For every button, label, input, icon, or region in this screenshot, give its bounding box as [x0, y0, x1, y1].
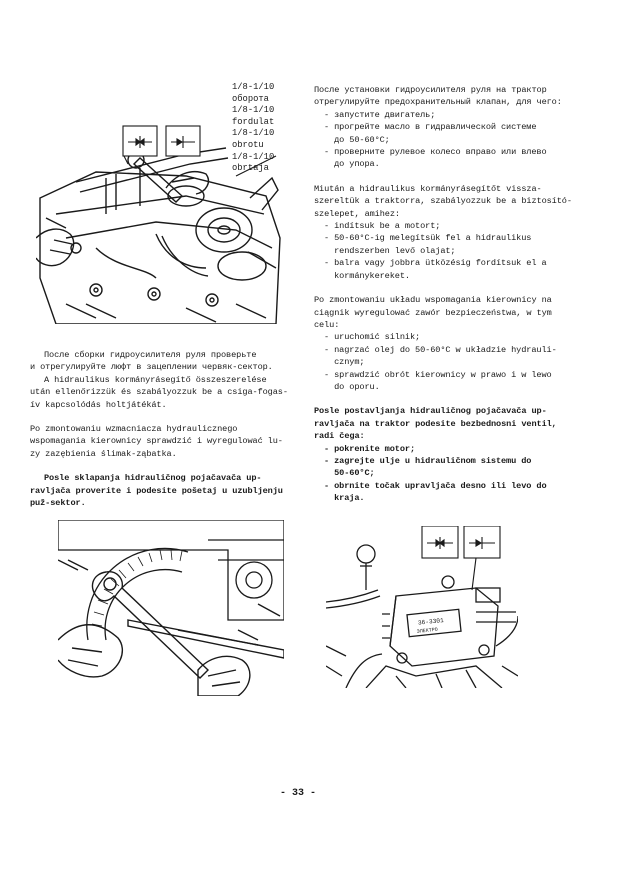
ru-item-3b: до упора.	[324, 159, 380, 170]
sr-item-2b: 50-60°C;	[324, 468, 375, 479]
ru-backlash-line1: После сборки гидроусилителя руля проверьте	[44, 350, 257, 360]
sr-backlash-line3: puž-sektor.	[30, 498, 86, 509]
pl-intro-line2: ciągnik wyregulować zawór bezpieczeństwa, w tym	[314, 307, 552, 318]
callout-ru-fraction: 1/8-1/10	[232, 82, 275, 92]
hu-safety-valve-block	[314, 183, 614, 282]
sr-intro-line2: ravljača na traktor podesite bezbednosni ventil,	[314, 418, 557, 429]
hu-item-3b: kormánykereket.	[324, 270, 410, 281]
pl-item-3b: do oporu.	[324, 381, 380, 392]
valve-housing-drawing	[326, 526, 518, 688]
sr-intro-line3: radi čega:	[314, 431, 365, 442]
sr-intro-line1: Posle postavljanja hidrauličnog pojačavača up-	[314, 406, 547, 417]
ru-item-3: - проверните рулевое колесо вправо или влево	[324, 147, 547, 158]
ru-item-2b: до 50-60°С;	[324, 134, 390, 145]
page-number: - 33 -	[279, 788, 316, 799]
figure1-callouts	[232, 82, 312, 175]
sr-item-1: - pokrenite motor;	[324, 443, 416, 454]
callout-pl-word: obrotu	[232, 139, 264, 150]
hu-backlash-line3: ív kapcsolódás holtjátékát.	[30, 399, 167, 410]
sr-item-3b: kraja.	[324, 493, 365, 504]
pl-intro-line1: Po zmontowaniu układu wspomagania kierownicy na	[314, 295, 552, 306]
ru-backlash-line2: и отрегулируйте люфт в зацеплении червяк-сектор.	[30, 362, 273, 373]
wrench-protractor-drawing	[58, 520, 284, 696]
hu-intro-line3: szelepet, amihez:	[314, 208, 400, 219]
left-column-text	[30, 349, 292, 509]
hu-backlash-line1: A hidraulikus kormányrásegítő összeszerelése	[44, 374, 267, 385]
hu-intro-line1: Miután a hidraulikus kormányrásegítőt vissza-	[314, 183, 542, 194]
hu-item-3: - balra vagy jobbra ütközésig fordítsuk el a	[324, 258, 547, 269]
ru-item-1: - запустите двигатель;	[324, 109, 436, 120]
ru-backlash-block	[30, 349, 292, 374]
valve-plate-label: ЭЛЕКТРО	[416, 626, 439, 635]
hu-item-2: - 50-60°C-ig melegítsük fel a hidraulikus	[324, 233, 532, 244]
pl-item-1: - uruchomić silnik;	[324, 332, 421, 343]
sr-backlash-block	[30, 472, 292, 509]
ru-intro-line1: После установки гидроусилителя руля на трактор	[314, 85, 547, 95]
hu-backlash-line2: után ellenőrizzük és szabályozzuk be a csiga-fogas-	[30, 387, 288, 398]
hu-backlash-block	[30, 374, 292, 411]
ru-safety-valve-block	[314, 84, 614, 171]
callout-ru-word: оборота	[232, 93, 269, 104]
ru-intro-line2: отрегулируйте предохранительный клапан, для чего:	[314, 97, 562, 108]
pl-safety-valve-block	[314, 294, 614, 393]
right-column-text	[314, 84, 614, 505]
pl-item-2b: cznym;	[324, 357, 365, 368]
callout-hu-word: fordulat	[232, 116, 275, 127]
ru-item-2: - прогрейте масло в гидравлической системе	[324, 122, 537, 133]
figure-safety-valve	[326, 526, 518, 688]
pl-backlash-block	[30, 423, 292, 460]
sr-safety-valve-block	[314, 405, 614, 504]
pl-backlash-line3: zy zazębienia ślimak-ząbatka.	[30, 448, 177, 459]
callout-sr-word: obrtaja	[232, 163, 269, 174]
callout-hu-fraction: 1/8-1/10	[232, 105, 275, 116]
pl-backlash-line2: wspomagania kierownicy sprawdzić i wyregulować lu-	[30, 436, 283, 447]
hu-item-2b: rendszerben levő olajat;	[324, 245, 456, 256]
sr-backlash-line1: Posle sklapanja hidrauličnog pojačavača up-	[44, 473, 262, 484]
pl-backlash-line1: Po zmontowaniu wzmacniacza hydraulicznego	[30, 424, 238, 435]
pl-item-3: - sprawdzić obrót kierownicy w prawo i w lewo	[324, 369, 552, 380]
pl-intro-line3: celu:	[314, 319, 340, 330]
figure-backlash-adjustment	[58, 520, 284, 696]
valve-plate-code: 36-3301	[417, 616, 445, 627]
pl-item-2: - nagrzać olej do 50-60°C w układzie hydrauli-	[324, 344, 557, 355]
sr-backlash-line2: ravljača proverite i podesite pošetaj u uzubljenju	[30, 485, 283, 496]
callout-pl-fraction: 1/8-1/10	[232, 128, 275, 139]
hu-item-1: - indítsuk be a motort;	[324, 221, 441, 232]
hu-intro-line2: szereltük a traktorra, szabályozzuk be a biztosító-	[314, 196, 572, 207]
sr-item-3: - obrnite točak upravljača desno ili levo do	[324, 480, 547, 491]
sr-item-2: - zagrejte ulje u hidrauličnom sistemu do	[324, 455, 532, 466]
callout-sr-fraction: 1/8-1/10	[232, 151, 275, 162]
